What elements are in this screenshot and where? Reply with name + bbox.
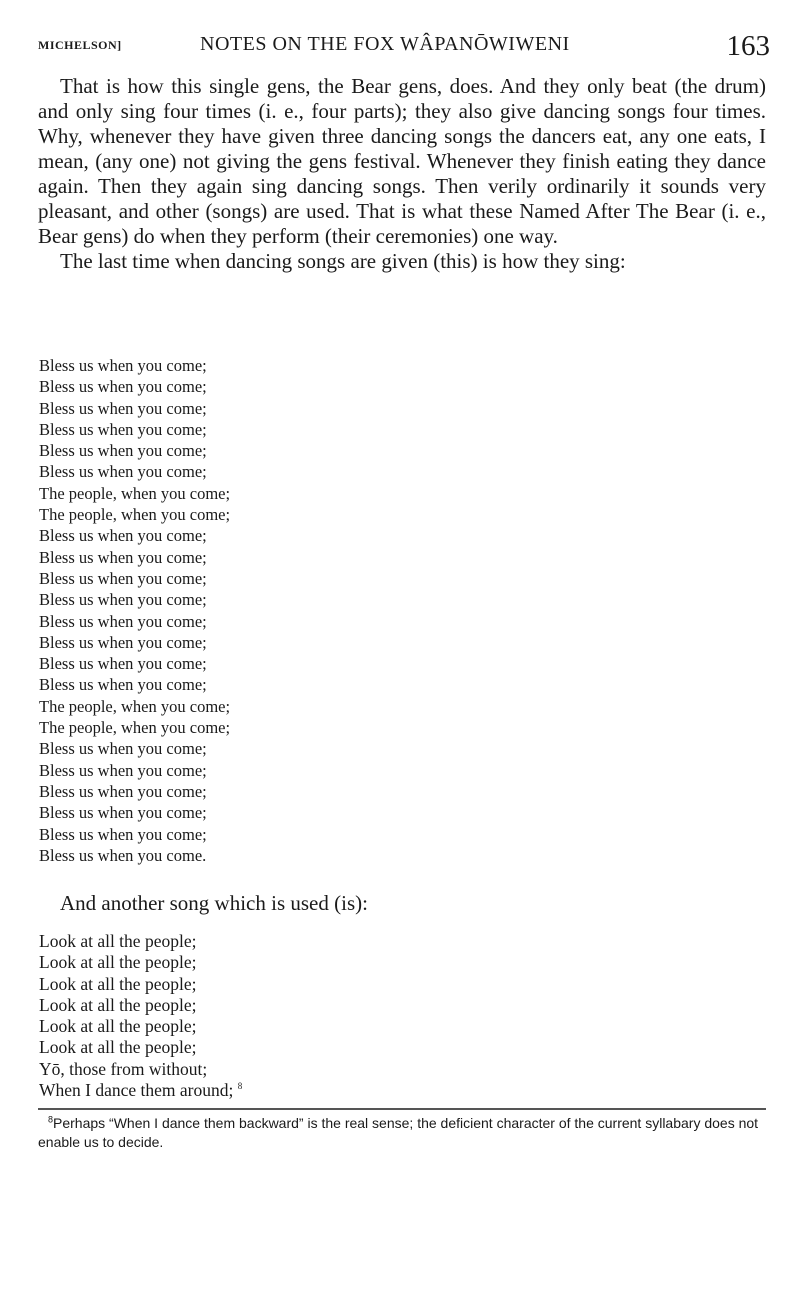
- song-line: Bless us when you come;: [39, 526, 207, 546]
- song-line: Bless us when you come;: [39, 824, 207, 844]
- song-line: Bless us when you come;: [39, 568, 207, 588]
- song-line: The people, when you come;: [39, 696, 231, 716]
- footnote-mark: 8: [48, 1114, 54, 1125]
- song-line: Look at all the people;: [39, 1016, 197, 1037]
- footnote: [38, 1114, 766, 1152]
- song-line: Bless us when you come;: [39, 739, 207, 759]
- song-line: Look at all the people;: [39, 973, 197, 994]
- song-line: Look at all the people;: [39, 1037, 197, 1058]
- song-line: Bless us when you come;: [39, 760, 207, 780]
- footnote-reference: 8: [237, 1081, 243, 1092]
- song-line: The people, when you come;: [39, 505, 231, 525]
- song-2-lyrics: [39, 931, 242, 1101]
- song-line: Bless us when you come;: [39, 654, 207, 674]
- song-line-with-note: [39, 1080, 242, 1101]
- song-line: Bless us when you come.: [39, 845, 207, 865]
- song-line: Bless us when you come;: [39, 377, 207, 397]
- paragraph: That is how this single gens, the Bear gens, does. And they only beat (the drum) and only sing four times (i. e., four parts); they also give dancing songs four times. Why, whenever they have given three dancing songs the dancers eat, any one eats, I mean, (any one) not giving the gens festival. Whenever they finish eating they dance again. Then they again sing dancing songs. Then verily ordinarily it sounds very pleasant, and other (songs) are used. That is what these Named After The Bear (i. e., Bear gens) do when they perform (their ceremonies) one way.: [38, 74, 766, 248]
- song-line: Bless us when you come;: [39, 398, 207, 418]
- song-line: Bless us when you come;: [39, 675, 207, 695]
- song-line: The people, when you come;: [39, 483, 231, 503]
- header-title: NOTES ON THE FOX WÂPANŌWIWENI: [200, 33, 570, 55]
- song-line: Bless us when you come;: [39, 632, 207, 652]
- song-line: Bless us when you come;: [39, 356, 207, 375]
- song-2-intro: And another song which is used (is):: [60, 891, 368, 915]
- body-text: [38, 74, 766, 274]
- song-line: Bless us when you come;: [39, 803, 207, 823]
- song-line: Bless us when you come;: [39, 547, 207, 567]
- header-author: MICHELSON]: [38, 38, 122, 52]
- song-line: Bless us when you come;: [39, 462, 207, 482]
- song-line: The people, when you come;: [39, 718, 231, 738]
- song-line: Look at all the people;: [39, 994, 197, 1015]
- song-1-lyrics: [39, 355, 230, 866]
- footnote-text: Perhaps “When I dance them backward” is the real sense; the deficient character of the current syllabary does not enable us to decide.: [38, 1115, 759, 1150]
- song-line: Bless us when you come;: [39, 781, 207, 801]
- paragraph: The last time when dancing songs are given (this) is how they sing:: [60, 249, 626, 273]
- song-line: Yō, those from without;: [39, 1058, 208, 1079]
- song-line: When I dance them around;: [39, 1080, 234, 1101]
- running-header: [38, 30, 770, 70]
- song-line: Bless us when you come;: [39, 419, 207, 439]
- song-line: Bless us when you come;: [39, 441, 207, 461]
- song-line: Bless us when you come;: [39, 611, 207, 631]
- page-number: 163: [726, 30, 770, 62]
- footnote-divider: [38, 1108, 766, 1110]
- song-line: Bless us when you come;: [39, 590, 207, 610]
- song-line: Look at all the people;: [39, 952, 197, 973]
- song-line: Look at all the people;: [39, 931, 197, 951]
